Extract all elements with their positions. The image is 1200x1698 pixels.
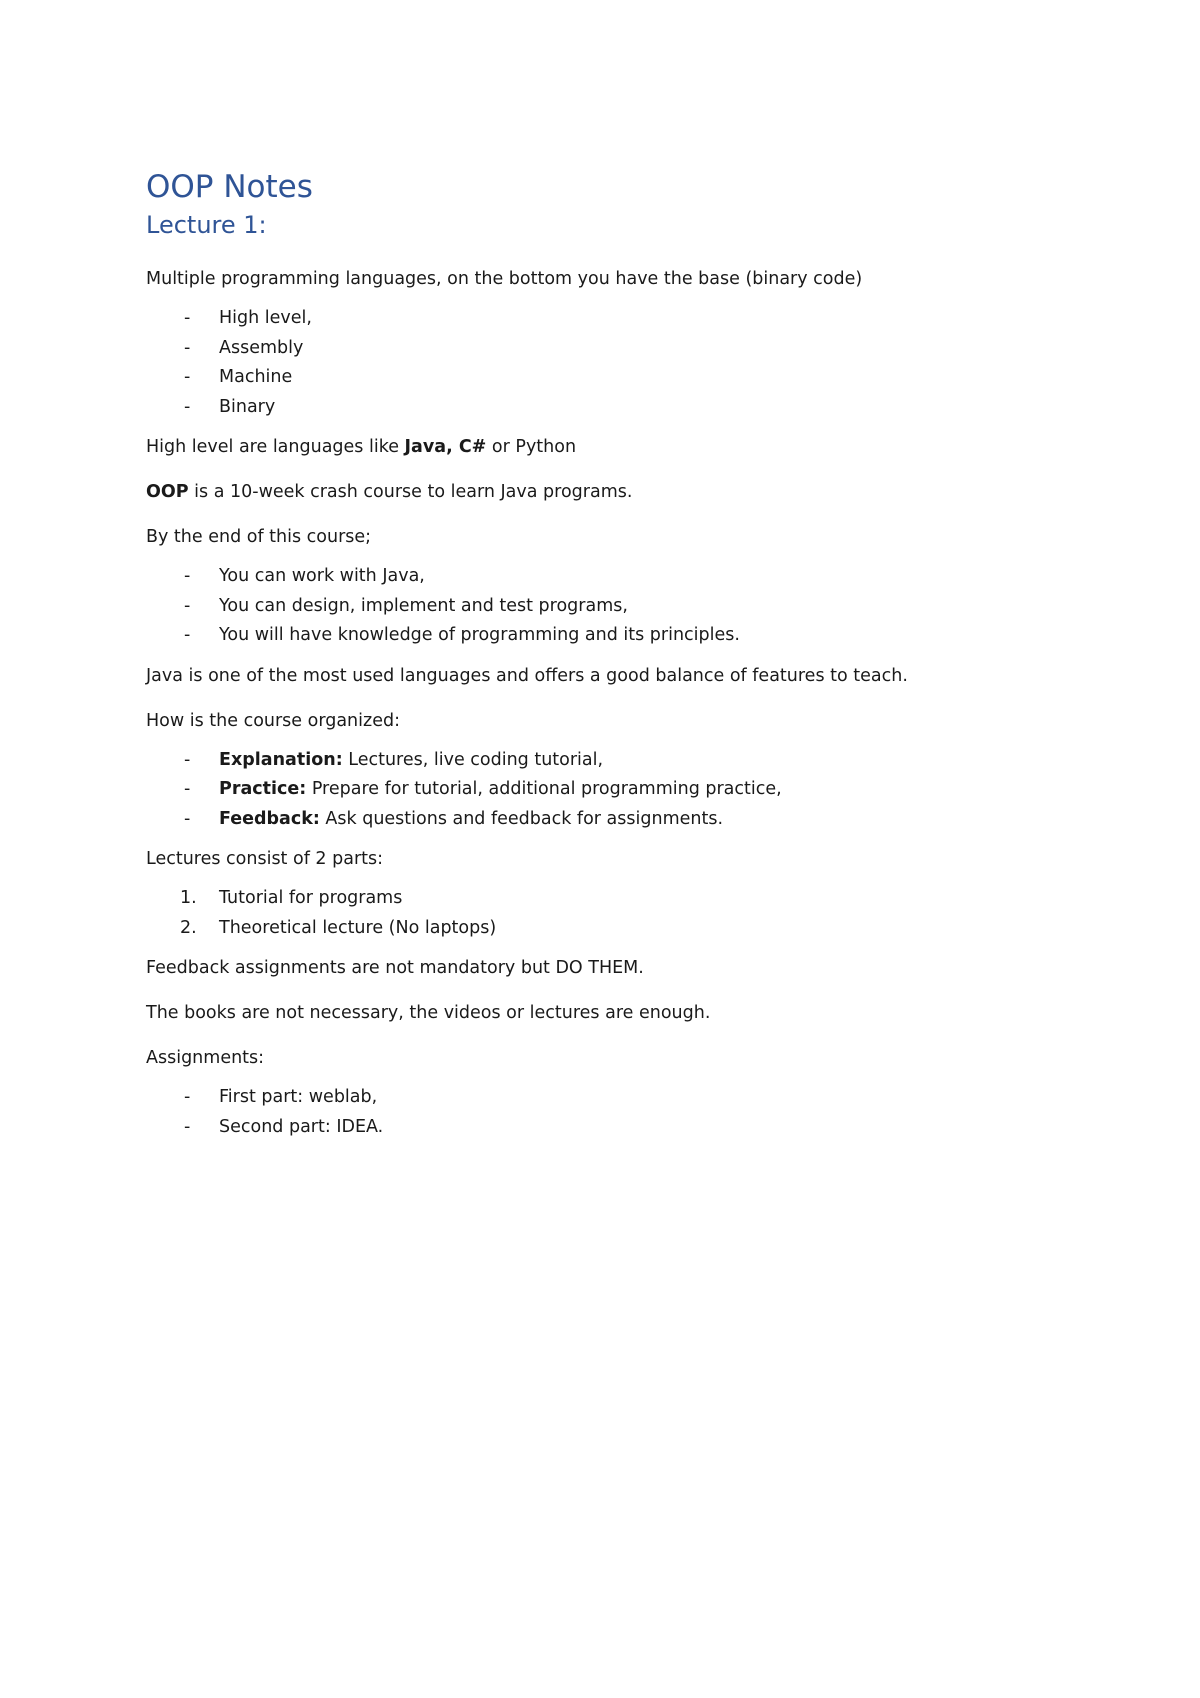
dash-marker: - (184, 396, 191, 417)
dash-marker: - (184, 1087, 191, 1107)
list-item: - Binary (146, 393, 1086, 423)
list-item: 2. Theoretical lecture (No laptops) (146, 914, 1086, 944)
dash-marker: - (184, 595, 191, 616)
parts-paragraph: Lectures consist of 2 parts: (146, 849, 384, 869)
intro-paragraph: Multiple programming languages, on the bottom you have the base (binary code) (146, 269, 863, 289)
organization-list (146, 746, 1086, 835)
list-item: - Practice: Prepare for tutorial, additional programming practice, (146, 775, 1086, 805)
books-paragraph: The books are not necessary, the videos or lectures are enough. (146, 1003, 711, 1023)
list-item: - Machine (146, 363, 1086, 393)
document-body (146, 168, 1086, 1142)
list-item: - High level, (146, 304, 1086, 334)
list-item: - You will have knowledge of programming and its principles. (146, 621, 1086, 651)
lecture-heading: Lecture 1: (146, 211, 267, 239)
list-item: - Second part: IDEA. (146, 1113, 1086, 1143)
java-paragraph: Java is one of the most used languages and offers a good balance of features to teach. (146, 665, 908, 686)
document-title: OOP Notes (146, 169, 313, 205)
dash-marker: - (184, 808, 191, 829)
high-level-paragraph: High level are languages like Java, C# or Python (146, 437, 577, 457)
assignments-list (146, 1083, 1086, 1142)
list-item: - Feedback: Ask questions and feedback for assignments. (146, 805, 1086, 835)
dash-marker: - (184, 1116, 191, 1137)
list-item: - Assembly (146, 334, 1086, 364)
outcomes-list (146, 562, 1086, 651)
list-item: - First part: weblab, (146, 1083, 1086, 1113)
list-item: - You can work with Java, (146, 562, 1086, 592)
number-marker: 2. (180, 917, 197, 938)
assignments-paragraph: Assignments: (146, 1048, 265, 1068)
dash-marker: - (184, 779, 191, 799)
list-item: - Explanation: Lectures, live coding tutorial, (146, 746, 1086, 776)
oop-paragraph: OOP is a 10-week crash course to learn Java programs. (146, 482, 633, 502)
number-marker: 1. (180, 888, 197, 908)
organized-paragraph: How is the course organized: (146, 710, 400, 731)
by-end-paragraph: By the end of this course; (146, 527, 372, 547)
dash-marker: - (184, 749, 191, 770)
lecture-parts-list (146, 884, 1086, 943)
list-item: 1. Tutorial for programs (146, 884, 1086, 914)
feedback-paragraph: Feedback assignments are not mandatory but DO THEM. (146, 958, 644, 978)
list-item: - You can design, implement and test programs, (146, 592, 1086, 622)
dash-marker: - (184, 566, 191, 586)
dash-marker: - (184, 337, 191, 358)
dash-marker: - (184, 367, 191, 387)
dash-marker: - (184, 625, 191, 645)
language-levels-list (146, 304, 1086, 422)
dash-marker: - (184, 308, 191, 328)
